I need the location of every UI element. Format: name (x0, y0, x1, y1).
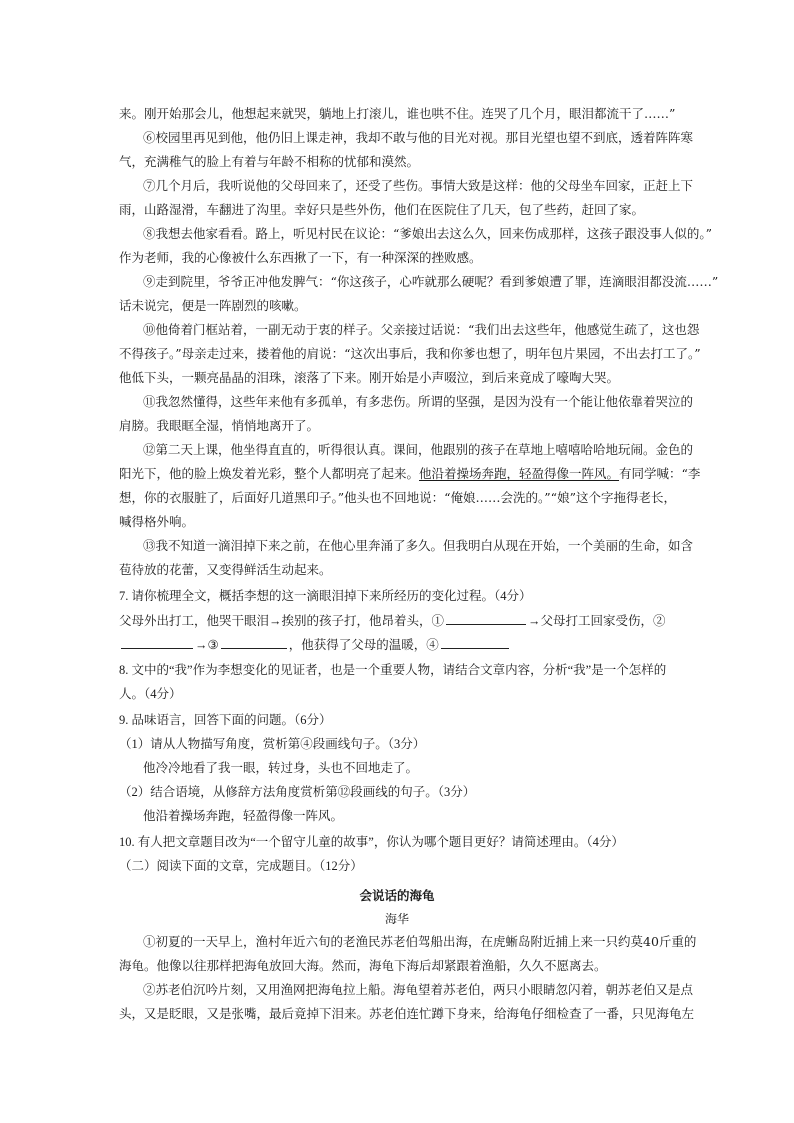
passage-paragraph-11: ⑪我忽然懂得，这些年来他有多孤单，有多悲伤。所谓的坚强，是因为没有一个能让他依靠着哭泣的 (143, 394, 694, 409)
passage-line: 话未说完，便是一阵剧烈的咳嗽。 (119, 298, 307, 313)
question-9-1: （1）请从人物描写角度，赏析第④段画线句子。（3分） (119, 737, 426, 751)
question-7-line-1 (0, 612, 794, 629)
answer-blank-3[interactable] (221, 636, 287, 649)
passage-paragraph-10: ⑩他倚着门框站着，一副无动于衷的样子。父亲接过话说：“我们出去这些年，他感觉生疏了，这也怨 (143, 322, 700, 337)
passage-line (0, 466, 794, 482)
answer-blank-2[interactable] (121, 636, 193, 649)
passage-line: 肩膀。我眼眶全湿，悄悄地离开了。 (119, 418, 320, 433)
question-9-2-quote: 他沿着操场奔跑，轻盈得像一阵风。 (143, 808, 344, 823)
passage-paragraph-12: ⑫第二天上课，他坐得直直的，听得很认真。课间，他跟别的孩子在草地上嘻嘻哈哈地玩闹。金色的 (143, 442, 694, 457)
question-text: →③ (195, 638, 219, 652)
passage-text: 有同学喊：“李 (619, 466, 701, 481)
question-8-line-2: 人。（4分） (119, 687, 182, 701)
question-9-1-quote: 他冷冷地看了我一眼，转过身，头也不回地走了。 (143, 760, 419, 775)
passage-text: 阳光下，他的脸上焕发着光彩，整个人都明亮了起来。 (119, 466, 420, 481)
section-2-heading: （二）阅读下面的文章，完成题目。（12分） (119, 859, 363, 873)
article-title: 会说话的海龟 (359, 888, 435, 903)
question-text: →父母打工回家受伤，② (528, 614, 666, 628)
passage-line: 作为老师，我的心像被什么东西揪了一下，有一种深深的挫败感。 (119, 250, 482, 265)
passage-line: 不得孩子。”母亲走过来，搂着他的肩说：“这次出事后，我和你爹也想了，明年包片果园，不出去打工了。” (119, 346, 701, 361)
passage-line: 想，你的衣服脏了，后面好几道黑印子。”他头也不回地说：“俺娘……会洗的。”“娘”这个字拖得老长， (119, 490, 676, 505)
article-author: 海华 (384, 912, 409, 926)
passage-paragraph-2: ②苏老伯沉吟片刻，又用渔网把海龟拉上船。海龟望着苏老伯，两只小眼睛忽闪着，朝苏老伯又是点 (143, 982, 694, 997)
underlined-sentence: 他沿着操场奔跑，轻盈得像一阵风。 (419, 466, 620, 481)
passage-line: 雨，山路湿滑，车翻进了沟里。幸好只是些外伤，他们在医院住了几天，包了些药，赶回了家。 (119, 202, 645, 217)
passage-paragraph-9: ⑨走到院里，爷爷正冲他发脾气：“你这孩子，心咋就那么硬呢？看到爹娘遭了罪，连滴眼泪都没流……” (143, 274, 719, 289)
question-9: 9. 品味语言，回答下面的问题。（6分） (119, 713, 332, 727)
passage-line: 苞待放的花蕾，又变得鲜活生动起来。 (119, 562, 332, 577)
question-8: 8. 文中的“我”作为李想变化的见证者，也是一个重要人物，请结合文章内容，分析“我”是一个怎样的 (119, 663, 667, 677)
answer-blank-1[interactable] (446, 612, 526, 625)
question-10: 10. 有人把文章题目改为“一个留守儿童的故事”，你认为哪个题目更好？请简述理由。（4分） (119, 835, 624, 849)
answer-blank-4[interactable] (441, 636, 509, 649)
question-7-line-2 (0, 636, 794, 653)
passage-line: 气，充满稚气的脸上有着与年龄不相称的忧郁和漠然。 (119, 154, 420, 169)
question-7: 7. 请你梳理全文，概括李想的这一滴眼泪掉下来所经历的变化过程。（4分） (119, 589, 532, 603)
question-text: ，他获得了父母的温暖，④ (288, 638, 439, 652)
passage-line: 头，又是眨眼，又是张嘴，最后竟掉下泪来。苏老伯连忙蹲下身来，给海龟仔细检查了一番，只见海龟左 (119, 1006, 695, 1021)
passage-paragraph-13: ⑬我不知道一滴泪掉下来之前，在他心里奔涌了多久。但我明白从现在开始，一个美丽的生命，如含 (143, 538, 694, 553)
passage-paragraph-6: ⑥校园里再见到他，他仍旧上课走神，我却不敢与他的目光对视。那目光望也望不到底，透着阵阵寒 (143, 130, 694, 145)
question-text: 父母外出打工，他哭干眼泪→挨别的孩子打，他昂着头，① (119, 614, 445, 628)
passage-line: 来。刚开始那会儿，他想起来就哭，躺地上打滚儿，谁也哄不住。连哭了几个月，眼泪都流干了……” (119, 106, 676, 121)
question-9-2: （2）结合语境，从修辞方法角度赏析第⑫段画线的句子。（3分） (119, 785, 476, 799)
passage-line: 喊得格外响。 (119, 514, 195, 529)
passage-line: 海龟。他像以往那样把海龟放回大海。然而，海龟下海后却紧跟着渔船，久久不愿离去。 (119, 958, 607, 973)
passage-line: 他低下头，一颗亮晶晶的泪珠，滚落了下来。刚开始是小声啜泣，到后来竟成了嚎啕大哭。 (119, 370, 620, 385)
passage-paragraph-8: ⑧我想去他家看看。路上，听见村民在议论：“爹娘出去这么久，回来伤成那样，这孩子跟没事人似的。” (143, 226, 713, 241)
passage-paragraph-1: ①初夏的一天早上，渔村年近六旬的老渔民苏老伯驾船出海，在虎蜥岛附近捕上来一只约莫40斤重的 (143, 934, 697, 949)
passage-paragraph-7: ⑦几个月后，我听说他的父母回来了，还受了些伤。事情大致是这样：他的父母坐车回家，正赶上下 (143, 178, 694, 193)
